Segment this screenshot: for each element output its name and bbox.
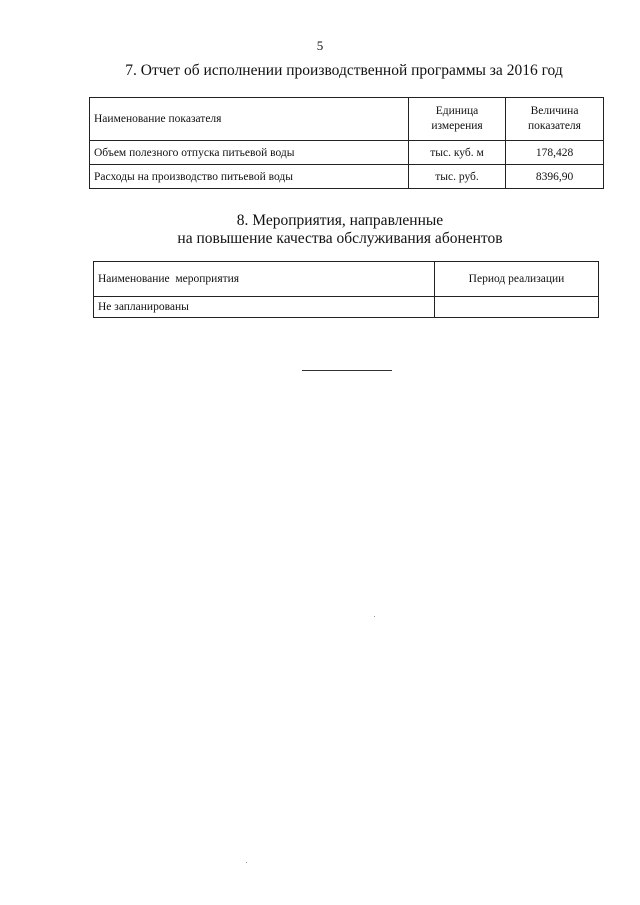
row-indicator-name: Объем полезного отпуска питьевой воды [90,141,409,165]
scan-speck [374,616,375,617]
table-row [94,297,599,318]
table-row [90,141,604,165]
row-unit: тыс. куб. м [409,141,506,165]
row-period [435,297,599,318]
page-number: 5 [316,38,324,53]
header-unit [409,98,506,141]
section-7-title: 7. Отчет об исполнении производственной программы за 2016 год [125,62,563,79]
scan-speck [246,862,247,863]
header-measure-name: Наименование мероприятия [94,262,435,297]
row-measure-name: Не запланированы [94,297,435,318]
table-header-row [90,98,604,141]
header-value-text: Величина показателя [528,105,581,132]
section-8-title-line-2: на повышение качества обслуживания абонентов [177,230,503,247]
row-value: 8396,90 [506,165,604,189]
header-unit-text: Единица измерения [431,105,483,132]
service-measures-table [93,261,599,318]
section-8-title-line-1: 8. Мероприятия, направленные [236,212,444,229]
table-row [90,165,604,189]
row-unit: тыс. руб. [409,165,506,189]
row-value: 178,428 [506,141,604,165]
section-8-title [20,212,640,248]
end-divider-line [302,370,392,371]
header-value [506,98,604,141]
header-indicator-name: Наименование показателя [90,98,409,141]
production-program-table [89,97,604,189]
header-period: Период реализации [435,262,599,297]
table-header-row [94,262,599,297]
row-indicator-name: Расходы на производство питьевой воды [90,165,409,189]
